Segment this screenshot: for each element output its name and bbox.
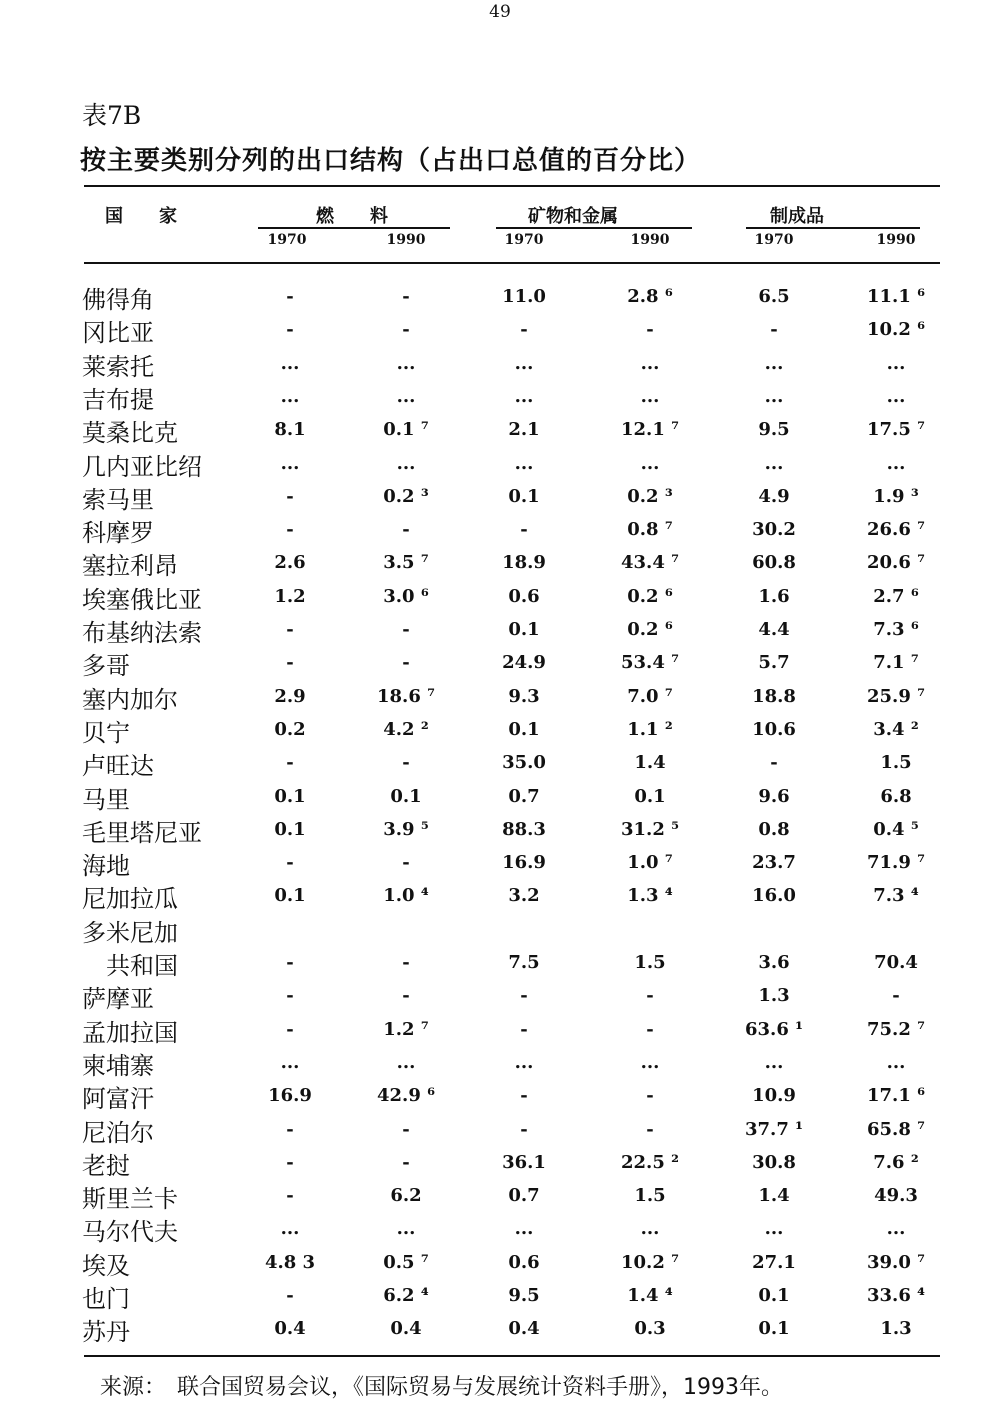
value-cell: -	[286, 286, 294, 307]
country-name: 几内亚比绍	[82, 452, 202, 481]
value-cell: 0.1	[508, 619, 540, 640]
country-name: 吉布提	[82, 385, 154, 414]
country-name: 也门	[82, 1285, 130, 1313]
value-cell: ...	[764, 385, 784, 407]
value-cell: ...	[886, 1051, 906, 1073]
value-cell: 18.6 ⁷	[377, 685, 435, 707]
value-cell: 4.8 3	[264, 1251, 316, 1273]
value-cell: 9.5	[758, 419, 790, 441]
country-name: 埃及	[82, 1251, 130, 1280]
table-row	[0, 1046, 1000, 1079]
value-cell: ...	[514, 1051, 534, 1073]
header-manufactures: 制成品	[770, 206, 824, 227]
value-cell: -	[402, 652, 410, 674]
table-row	[0, 1146, 1000, 1179]
value-cell: 9.3	[508, 685, 540, 707]
value-cell: 2.9	[274, 685, 306, 707]
value-cell: -	[286, 519, 294, 541]
fuel-group-line	[258, 227, 450, 229]
table-row	[0, 380, 1000, 413]
table-row	[0, 813, 1000, 846]
value-cell: 2.1	[508, 419, 540, 441]
value-cell: 1.1 ²	[627, 718, 673, 740]
value-cell: 0.4 ⁵	[873, 818, 919, 840]
country-name: 科摩罗	[82, 519, 154, 548]
value-cell: -	[520, 319, 528, 341]
value-cell: 3.6	[758, 952, 790, 973]
value-cell: 2.6	[274, 552, 306, 574]
value-cell: 10.9	[752, 1085, 796, 1107]
value-cell: 9.5	[508, 1285, 540, 1306]
value-cell: 37.7 ¹	[745, 1118, 803, 1140]
table-row	[0, 713, 1000, 746]
value-cell: ...	[764, 452, 784, 474]
value-cell: 20.6 ⁷	[867, 552, 925, 574]
value-cell: -	[286, 485, 294, 507]
value-cell: ...	[886, 452, 906, 474]
value-cell: 0.4	[508, 1318, 540, 1340]
header-minerals: 矿物和金属	[528, 206, 618, 227]
value-cell: ...	[396, 352, 416, 374]
value-cell: 6.2	[390, 1185, 422, 1207]
value-cell: 18.8	[752, 685, 796, 707]
value-cell: 2.7 ⁶	[873, 585, 919, 607]
year-minerals-1970: 1970	[504, 232, 544, 248]
value-cell: 39.0 ⁷	[867, 1251, 925, 1273]
country-name: 塞拉利昂	[82, 552, 178, 581]
value-cell: ...	[280, 1051, 300, 1073]
value-cell: -	[646, 1118, 654, 1140]
value-cell: ...	[764, 1218, 784, 1240]
value-cell: 0.6	[508, 585, 540, 607]
minerals-group-line	[496, 227, 692, 229]
value-cell: -	[402, 985, 410, 1007]
value-cell: -	[402, 319, 410, 341]
value-cell: 1.3	[880, 1318, 912, 1340]
value-cell: 49.3	[874, 1185, 918, 1207]
value-cell: -	[286, 652, 294, 674]
value-cell: ...	[280, 452, 300, 474]
value-cell: ...	[886, 385, 906, 407]
value-cell: 0.6	[508, 1251, 540, 1273]
country-name: 尼加拉瓜	[82, 885, 178, 914]
table-row	[0, 313, 1000, 346]
value-cell: -	[646, 319, 654, 341]
country-name: 海地	[82, 852, 130, 881]
table-row	[0, 347, 1000, 380]
value-cell: 0.1	[758, 1318, 790, 1340]
value-cell: 0.8	[758, 818, 790, 840]
table-row	[0, 746, 1000, 779]
table-row	[0, 1079, 1000, 1112]
value-cell: ...	[640, 1051, 660, 1073]
value-cell: -	[402, 1118, 410, 1140]
value-cell: 0.1	[508, 718, 540, 740]
value-cell: 35.0	[502, 752, 546, 774]
country-name: 冈比亚	[82, 319, 154, 348]
value-cell: 1.5	[634, 952, 666, 973]
value-cell: -	[520, 1085, 528, 1107]
value-cell: -	[646, 1018, 654, 1040]
table-row	[0, 1246, 1000, 1279]
value-cell: 33.6 ⁴	[867, 1285, 925, 1306]
value-cell: 30.8	[752, 1151, 796, 1173]
value-cell: 6.5	[758, 286, 790, 307]
value-cell: 42.9 ⁶	[377, 1085, 435, 1107]
table-row	[0, 480, 1000, 513]
header-rule	[84, 262, 940, 264]
value-cell: 1.2 ⁷	[383, 1018, 429, 1040]
value-cell: 6.2 ⁴	[383, 1285, 429, 1306]
value-cell: 0.4	[274, 1318, 306, 1340]
value-cell: 0.7	[508, 1185, 540, 1207]
value-cell: ...	[886, 1218, 906, 1240]
value-cell: -	[520, 1118, 528, 1140]
value-cell: -	[286, 1118, 294, 1140]
country-name: 共和国	[82, 952, 178, 980]
value-cell: 1.3 ⁴	[627, 885, 673, 907]
value-cell: 0.1	[758, 1285, 790, 1306]
value-cell: ...	[640, 1218, 660, 1240]
value-cell: ...	[396, 452, 416, 474]
table-row	[0, 546, 1000, 579]
country-name: 埃塞俄比亚	[82, 585, 202, 614]
value-cell: ...	[396, 1051, 416, 1073]
value-cell: 1.6	[758, 585, 790, 607]
value-cell: 16.9	[502, 852, 546, 874]
country-name: 贝宁	[82, 718, 130, 747]
value-cell: -	[520, 1018, 528, 1040]
value-cell: 17.1 ⁶	[867, 1085, 925, 1107]
value-cell: 88.3	[502, 818, 546, 840]
country-name: 斯里兰卡	[82, 1185, 178, 1214]
table-row	[0, 1179, 1000, 1212]
value-cell: 10.2 ⁶	[867, 319, 925, 341]
value-cell: 75.2 ⁷	[867, 1018, 925, 1040]
country-name: 老挝	[82, 1151, 130, 1180]
value-cell: ...	[514, 1218, 534, 1240]
table-label: 表7B	[82, 101, 142, 130]
country-name: 尼泊尔	[82, 1118, 154, 1147]
value-cell: 60.8	[752, 552, 796, 574]
country-name: 苏丹	[82, 1318, 130, 1347]
year-manufactures-1990: 1990	[876, 232, 916, 248]
table-row	[0, 946, 1000, 979]
value-cell: 4.2 ²	[383, 718, 429, 740]
value-cell: -	[286, 619, 294, 640]
year-fuel-1970: 1970	[267, 232, 307, 248]
header-country: 国 家	[105, 206, 177, 227]
value-cell: 1.5	[880, 752, 912, 774]
value-cell: 25.9 ⁷	[867, 685, 925, 707]
table-row	[0, 513, 1000, 546]
value-cell: -	[402, 519, 410, 541]
value-cell: 0.3	[634, 1318, 666, 1340]
value-cell: 8.1	[274, 419, 306, 441]
table-row	[0, 680, 1000, 713]
value-cell: 3.0 ⁶	[383, 585, 429, 607]
country-name: 孟加拉国	[82, 1018, 178, 1047]
value-cell: 1.4	[634, 752, 666, 774]
value-cell: 71.9 ⁷	[867, 852, 925, 874]
value-cell: 16.0	[752, 885, 796, 907]
value-cell: -	[402, 1151, 410, 1173]
value-cell: -	[286, 1285, 294, 1306]
country-name: 毛里塔尼亚	[82, 818, 202, 847]
value-cell: 30.2	[752, 519, 796, 541]
value-cell: -	[286, 319, 294, 341]
year-manufactures-1970: 1970	[754, 232, 794, 248]
value-cell: -	[892, 985, 900, 1007]
value-cell: -	[286, 985, 294, 1007]
value-cell: -	[286, 1185, 294, 1207]
value-cell: 7.0 ⁷	[627, 685, 673, 707]
value-cell: 1.2	[274, 585, 306, 607]
country-name: 马尔代夫	[82, 1218, 178, 1247]
value-cell: 7.6 ²	[873, 1151, 919, 1173]
value-cell: ...	[396, 1218, 416, 1240]
value-cell: -	[646, 1085, 654, 1107]
value-cell: 3.9 ⁵	[383, 818, 429, 840]
value-cell: 1.5	[634, 1185, 666, 1207]
value-cell: 1.9 ³	[873, 485, 919, 507]
bottom-rule	[84, 1355, 940, 1357]
value-cell: 3.5 ⁷	[383, 552, 429, 574]
table-row	[0, 280, 1000, 313]
value-cell: ...	[886, 352, 906, 374]
value-cell: ...	[514, 385, 534, 407]
table-row	[0, 1279, 1000, 1312]
value-cell: 1.3	[758, 985, 790, 1007]
value-cell: 5.7	[758, 652, 790, 674]
table-row	[0, 913, 1000, 946]
value-cell: -	[770, 319, 778, 341]
value-cell: 11.0	[502, 286, 546, 307]
value-cell: 0.7	[508, 785, 540, 807]
value-cell: 22.5 ²	[621, 1151, 679, 1173]
value-cell: 23.7	[752, 852, 796, 874]
value-cell: 0.1	[274, 785, 306, 807]
value-cell: 4.9	[758, 485, 790, 507]
country-name: 塞内加尔	[82, 685, 178, 714]
table-row	[0, 646, 1000, 679]
table-row	[0, 780, 1000, 813]
value-cell: -	[286, 752, 294, 774]
value-cell: 1.0 ⁴	[383, 885, 429, 907]
country-name: 马里	[82, 785, 130, 814]
country-name: 布基纳法索	[82, 619, 202, 647]
country-name: 多米尼加	[82, 918, 178, 947]
value-cell: 65.8 ⁷	[867, 1118, 925, 1140]
country-name: 多哥	[82, 652, 130, 681]
value-cell: 0.1	[390, 785, 422, 807]
table-row	[0, 447, 1000, 480]
value-cell: 1.4 ⁴	[627, 1285, 673, 1306]
value-cell: -	[520, 519, 528, 541]
header-fuel: 燃 料	[316, 206, 388, 227]
value-cell: ...	[514, 452, 534, 474]
value-cell: 1.4	[758, 1185, 790, 1207]
year-minerals-1990: 1990	[630, 232, 670, 248]
value-cell: 11.1 ⁶	[867, 286, 925, 307]
value-cell: ...	[764, 1051, 784, 1073]
value-cell: 0.2	[274, 718, 306, 740]
value-cell: 16.9	[268, 1085, 312, 1107]
year-fuel-1990: 1990	[386, 232, 426, 248]
table-row	[0, 1013, 1000, 1046]
country-name: 莱索托	[82, 352, 154, 381]
value-cell: -	[286, 852, 294, 874]
value-cell: 0.8 ⁷	[627, 519, 673, 541]
table-row	[0, 879, 1000, 912]
value-cell: ...	[280, 385, 300, 407]
table-row	[0, 413, 1000, 446]
value-cell: 0.4	[390, 1318, 422, 1340]
value-cell: 17.5 ⁷	[867, 419, 925, 441]
value-cell: -	[402, 286, 410, 307]
value-cell: ...	[764, 352, 784, 374]
value-cell: ...	[280, 352, 300, 374]
value-cell: 0.1	[508, 485, 540, 507]
value-cell: 2.8 ⁶	[627, 286, 673, 307]
table-row	[0, 1113, 1000, 1146]
country-name: 佛得角	[82, 286, 154, 314]
value-cell: -	[402, 952, 410, 973]
value-cell: 0.1 ⁷	[383, 419, 429, 441]
value-cell: ...	[640, 452, 660, 474]
value-cell: 43.4 ⁷	[621, 552, 679, 574]
value-cell: 4.4	[758, 619, 790, 640]
value-cell: 7.3 ⁶	[873, 619, 919, 640]
value-cell: 7.5	[508, 952, 540, 973]
table-row	[0, 613, 1000, 646]
value-cell: 1.0 ⁷	[627, 852, 673, 874]
value-cell: 18.9	[502, 552, 546, 574]
value-cell: -	[402, 852, 410, 874]
value-cell: 53.4 ⁷	[621, 652, 679, 674]
value-cell: 6.8	[880, 785, 912, 807]
manufactures-group-line	[746, 227, 920, 229]
value-cell: -	[402, 752, 410, 774]
country-name: 阿富汗	[82, 1085, 154, 1114]
table-row	[0, 979, 1000, 1012]
source-note: 来源： 联合国贸易会议，《国际贸易与发展统计资料手册》，1993年。	[100, 1375, 783, 1400]
table-row	[0, 846, 1000, 879]
value-cell: 9.6	[758, 785, 790, 807]
value-cell: 3.2	[508, 885, 540, 907]
table-row	[0, 1212, 1000, 1245]
value-cell: 0.2 ³	[383, 485, 429, 507]
table-row	[0, 580, 1000, 613]
value-cell: -	[286, 1151, 294, 1173]
top-rule	[84, 185, 940, 187]
value-cell: 3.4 ²	[873, 718, 919, 740]
value-cell: 10.2 ⁷	[621, 1251, 679, 1273]
value-cell: 0.1	[274, 885, 306, 907]
value-cell: 26.6 ⁷	[867, 519, 925, 541]
value-cell: 27.1	[752, 1251, 796, 1273]
country-name: 莫桑比克	[82, 419, 178, 448]
value-cell: 10.6	[752, 718, 796, 740]
value-cell: 0.1	[274, 818, 306, 840]
value-cell: 7.1 ⁷	[873, 652, 919, 674]
country-name: 柬埔寨	[82, 1051, 154, 1080]
value-cell: 0.1	[634, 785, 666, 807]
value-cell: 0.2 ⁶	[627, 585, 673, 607]
country-name: 卢旺达	[82, 752, 154, 781]
value-cell: 0.2 ³	[627, 485, 673, 507]
value-cell: ...	[640, 385, 660, 407]
table-row	[0, 1312, 1000, 1345]
table-title: 按主要类别分列的出口结构（占出口总值的百分比）	[80, 146, 702, 176]
value-cell: ...	[396, 385, 416, 407]
value-cell: 12.1 ⁷	[621, 419, 679, 441]
page-number: 49	[489, 2, 511, 22]
value-cell: 31.2 ⁵	[621, 818, 679, 840]
value-cell: 0.2 ⁶	[627, 619, 673, 640]
country-name: 索马里	[82, 485, 154, 514]
value-cell: 70.4	[874, 952, 918, 973]
value-cell: -	[520, 985, 528, 1007]
value-cell: 7.3 ⁴	[873, 885, 919, 907]
value-cell: ...	[640, 352, 660, 374]
value-cell: 24.9	[502, 652, 546, 674]
value-cell: ...	[280, 1218, 300, 1240]
value-cell: 0.5 ⁷	[383, 1251, 429, 1273]
value-cell: -	[646, 985, 654, 1007]
value-cell: -	[402, 619, 410, 640]
country-name: 萨摩亚	[82, 985, 154, 1014]
value-cell: ...	[514, 352, 534, 374]
value-cell: 36.1	[502, 1151, 546, 1173]
value-cell: -	[770, 752, 778, 774]
value-cell: 63.6 ¹	[745, 1018, 803, 1040]
value-cell: -	[286, 1018, 294, 1040]
value-cell: -	[286, 952, 294, 973]
